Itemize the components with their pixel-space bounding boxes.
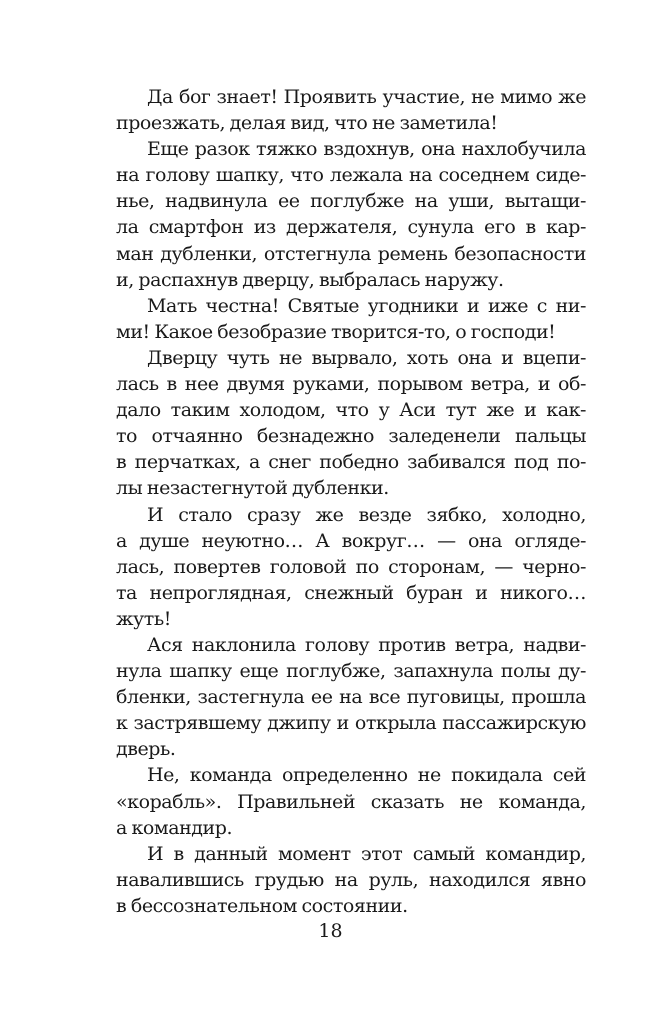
page-number: 18 [318, 920, 343, 942]
text-line: в перчатках, а снег победно забивался под по- [116, 451, 586, 474]
text-line: дверь. [116, 738, 176, 761]
text-line: ми! Какое безобразие творится-то, о господи! [116, 320, 556, 343]
text-line: Ася наклонила голову против ветра, надви- [147, 633, 586, 656]
text-line: дало таким холодом, что у Аси тут же и как- [116, 399, 586, 422]
text-line: Да бог знает! Проявить участие, не мимо же [147, 86, 586, 108]
text-line: на голову шапку, что лежала на соседнем сиде- [116, 164, 586, 187]
text-line: Мать честна! Святые угодники и иже с ни- [147, 294, 586, 317]
text-line: «корабль». Правильней сказать не команда, [116, 790, 586, 813]
page-text [116, 84, 586, 919]
text-line: жуть! [116, 607, 171, 630]
text-line: та непроглядная, снежный буран и никого… [116, 581, 586, 604]
text-line: и, распахнув дверцу, выбралась наружу. [116, 268, 504, 291]
text-line: а душе неуютно… А вокруг… — она огляде- [116, 529, 586, 552]
text-line: Не, команда определенно не покидала сей [147, 764, 586, 787]
text-line: к застрявшему джипу и открыла пассажирскую [116, 712, 586, 735]
text-line: И стало сразу же везде зябко, холодно, [147, 503, 586, 526]
text-line: бленки, застегнула ее на все пуговицы, прошла [116, 686, 586, 709]
text-line: Дверцу чуть не вырвало, хоть она и вцепи- [147, 346, 586, 369]
text-line: лась в нее двумя руками, порывом ветра, и об- [116, 373, 586, 396]
text-line: а командир. [116, 816, 233, 839]
text-line: лы незастегнутой дубленки. [116, 477, 389, 500]
text-line: Еще разок тяжко вздохнув, она нахлобучила [147, 138, 586, 161]
text-line: то отчаянно безнадежно заледенели пальцы [116, 425, 586, 448]
text-line: ман дубленки, отстегнула ремень безопасности [116, 242, 586, 265]
text-line: ла смартфон из держателя, сунула его в кар- [116, 216, 586, 239]
text-line: в бессознательном состоянии. [116, 894, 408, 917]
text-line: проезжать, делая вид, что не заметила! [116, 112, 498, 135]
text-line: И в данный момент этот самый командир, [147, 842, 586, 865]
text-line: лась, повертев головой по сторонам, — черно- [116, 555, 586, 578]
text-line: навалившись грудью на руль, находился явно [116, 868, 586, 891]
text-line: нула шапку еще поглубже, запахнула полы ду- [116, 660, 586, 683]
text-line: нье, надвинула ее поглубже на уши, вытащи- [116, 190, 586, 213]
